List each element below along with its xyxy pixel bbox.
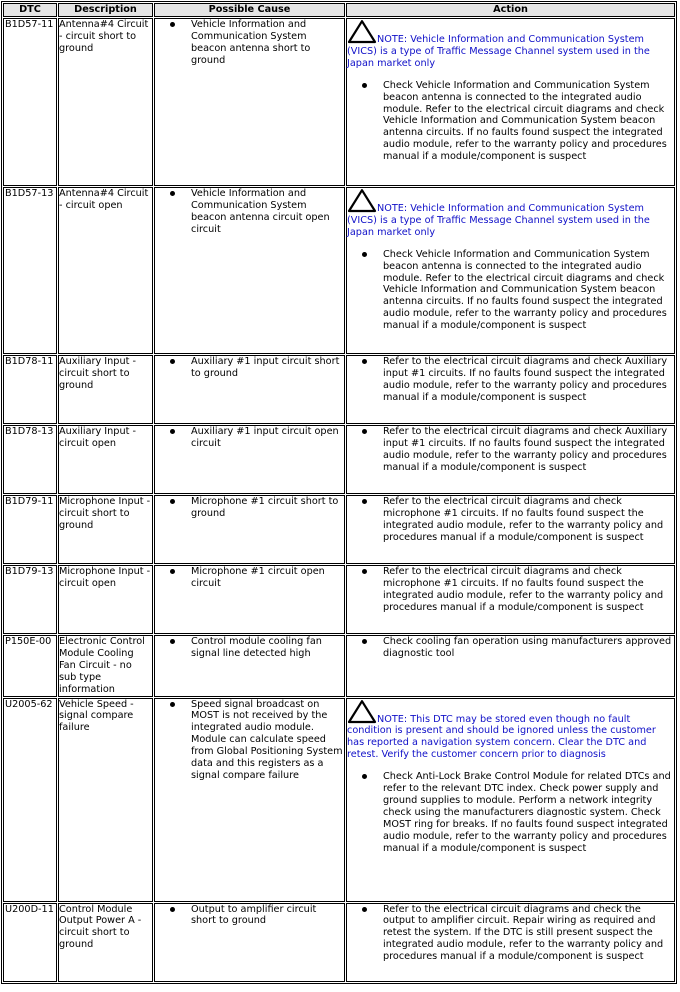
note-text: NOTE: Vehicle Information and Communication System (VICS) is a type of Traffic Message Channel system used in the Japan market only — [347, 203, 650, 238]
dtc-code: B1D78-13 — [3, 425, 57, 494]
cause-item: Auxiliary #1 input circuit open circuit — [191, 426, 344, 450]
action-item: Refer to the electrical circuit diagrams and check microphone #1 circuits. If no faults found suspect the integrated audio module, refer to the warranty policy and procedures manual if a module/component is suspect — [383, 496, 674, 544]
action-list — [347, 80, 674, 163]
header-possible-cause: Possible Cause — [154, 3, 345, 17]
possible-cause-cell — [154, 425, 345, 494]
dtc-table — [1, 1, 677, 984]
cause-item: Vehicle Information and Communication System beacon antenna circuit open circuit — [191, 188, 344, 236]
note-block — [347, 19, 674, 70]
dtc-code: P150E-00 — [3, 635, 57, 697]
warning-triangle-icon — [347, 19, 377, 44]
cause-list — [155, 19, 344, 67]
possible-cause-cell — [154, 355, 345, 424]
possible-cause-cell — [154, 903, 345, 982]
action-list — [347, 426, 674, 474]
table-row — [3, 495, 675, 564]
cause-list — [155, 904, 344, 928]
cause-list — [155, 566, 344, 590]
action-cell — [346, 635, 675, 697]
action-cell — [346, 18, 675, 186]
action-list — [347, 249, 674, 332]
dtc-code: B1D79-13 — [3, 565, 57, 634]
dtc-code: U2005-62 — [3, 698, 57, 902]
table-row — [3, 565, 675, 634]
dtc-description: Microphone Input - circuit open — [58, 565, 153, 634]
cause-item: Output to amplifier circuit short to ground — [191, 904, 344, 928]
table-row — [3, 698, 675, 902]
cause-list — [155, 699, 344, 782]
action-cell — [346, 187, 675, 354]
cause-list — [155, 636, 344, 660]
possible-cause-cell — [154, 18, 345, 186]
table-body — [3, 18, 675, 982]
action-item: Refer to the electrical circuit diagrams and check Auxiliary input #1 circuits. If no faults found suspect the integrated audio module, refer to the warranty policy and procedures manual if a module/component is suspect — [383, 426, 674, 474]
table-row — [3, 355, 675, 424]
note-block — [347, 699, 674, 762]
action-list — [347, 636, 674, 660]
action-cell — [346, 495, 675, 564]
possible-cause-cell — [154, 635, 345, 697]
note-text: NOTE: Vehicle Information and Communication System (VICS) is a type of Traffic Message Channel system used in the Japan market only — [347, 34, 650, 69]
action-list — [347, 566, 674, 614]
action-item: Check Vehicle Information and Communication System beacon antenna is connected to the integrated audio module. Refer to the electrical circuit diagrams and check Vehicle Information and Communication System beacon antenna circuits. If no faults found suspect the integrated audio module, refer to the warranty policy and procedures manual if a module/component is suspect — [383, 249, 674, 332]
warning-triangle-icon — [347, 699, 377, 724]
dtc-description: Antenna#4 Circuit - circuit short to ground — [58, 18, 153, 186]
note-text: NOTE: This DTC may be stored even though no fault condition is present and should be ignored unless the customer has reported a navigation system concern. Clear the DTC and retest. Verify the customer concern prior to diagnosis — [347, 713, 656, 761]
dtc-description: Antenna#4 Circuit - circuit open — [58, 187, 153, 354]
dtc-code: U200D-11 — [3, 903, 57, 982]
possible-cause-cell — [154, 495, 345, 564]
header-row — [3, 3, 675, 17]
dtc-description: Auxiliary Input - circuit short to ground — [58, 355, 153, 424]
cause-item: Microphone #1 circuit short to ground — [191, 496, 344, 520]
note-block — [347, 188, 674, 239]
possible-cause-cell — [154, 698, 345, 902]
header-dtc: DTC — [3, 3, 57, 17]
table-row — [3, 903, 675, 982]
possible-cause-cell — [154, 187, 345, 354]
action-list — [347, 904, 674, 964]
action-list — [347, 771, 674, 854]
cause-item: Speed signal broadcast on MOST is not received by the integrated audio module. Module can calculate speed from Global Positioning System data and this registers as a signal compare failure — [191, 698, 343, 781]
cause-item: Control module cooling fan signal line detected high — [191, 636, 344, 660]
cause-list — [155, 356, 344, 380]
dtc-description: Microphone Input - circuit short to ground — [58, 495, 153, 564]
dtc-code: B1D57-11 — [3, 18, 57, 186]
cause-list — [155, 188, 344, 236]
action-item: Refer to the electrical circuit diagrams and check the output to amplifier circuit. Repair wiring as required and retest the system. If the DTC is still present suspect the integrated audio module, refer to the warranty policy and procedures manual if a module/component is suspect — [383, 904, 674, 964]
cause-item: Vehicle Information and Communication System beacon antenna short to ground — [191, 19, 344, 67]
dtc-description: Control Module Output Power A - circuit short to ground — [58, 903, 153, 982]
action-item: Check cooling fan operation using manufacturers approved diagnostic tool — [383, 636, 674, 660]
table-row — [3, 425, 675, 494]
table-row — [3, 635, 675, 697]
action-item: Check Anti-Lock Brake Control Module for related DTCs and refer to the relevant DTC index. Check power supply and ground supplies to module. Perform a network integrity check using the manufacturers diagnostic system. Check MOST ring for breaks. If no faults found suspect integrated audio module, refer to the warranty policy and procedures manual if a module/component is suspect — [383, 771, 674, 854]
action-cell — [346, 425, 675, 494]
table-row — [3, 18, 675, 186]
action-item: Refer to the electrical circuit diagrams and check microphone #1 circuits. If no faults found suspect the integrated audio module, refer to the warranty policy and procedures manual if a module/component is suspect — [383, 566, 674, 614]
action-cell — [346, 698, 675, 902]
cause-list — [155, 496, 344, 520]
cause-list — [155, 426, 344, 450]
dtc-description: Electronic Control Module Cooling Fan Circuit - no sub type information — [58, 635, 153, 697]
header-action: Action — [346, 3, 675, 17]
action-list — [347, 356, 674, 404]
cause-item: Microphone #1 circuit open circuit — [191, 566, 344, 590]
action-cell — [346, 355, 675, 424]
header-description: Description — [58, 3, 153, 17]
action-list — [347, 496, 674, 544]
cause-item: Auxiliary #1 input circuit short to ground — [191, 356, 344, 380]
warning-triangle-icon — [347, 188, 377, 213]
dtc-code: B1D79-11 — [3, 495, 57, 564]
action-item: Check Vehicle Information and Communication System beacon antenna is connected to the integrated audio module. Refer to the electrical circuit diagrams and check Vehicle Information and Communication System beacon antenna circuits. If no faults found suspect the integrated audio module, refer to the warranty policy and procedures manual if a module/component is suspect — [383, 80, 674, 163]
table-row — [3, 187, 675, 354]
dtc-code: B1D57-13 — [3, 187, 57, 354]
dtc-code: B1D78-11 — [3, 355, 57, 424]
action-cell — [346, 903, 675, 982]
action-cell — [346, 565, 675, 634]
possible-cause-cell — [154, 565, 345, 634]
action-item: Refer to the electrical circuit diagrams and check Auxiliary input #1 circuits. If no faults found suspect the integrated audio module, refer to the warranty policy and procedures manual if a module/component is suspect — [383, 356, 674, 404]
dtc-description: Auxiliary Input - circuit open — [58, 425, 153, 494]
dtc-description: Vehicle Speed - signal compare failure — [58, 698, 153, 902]
